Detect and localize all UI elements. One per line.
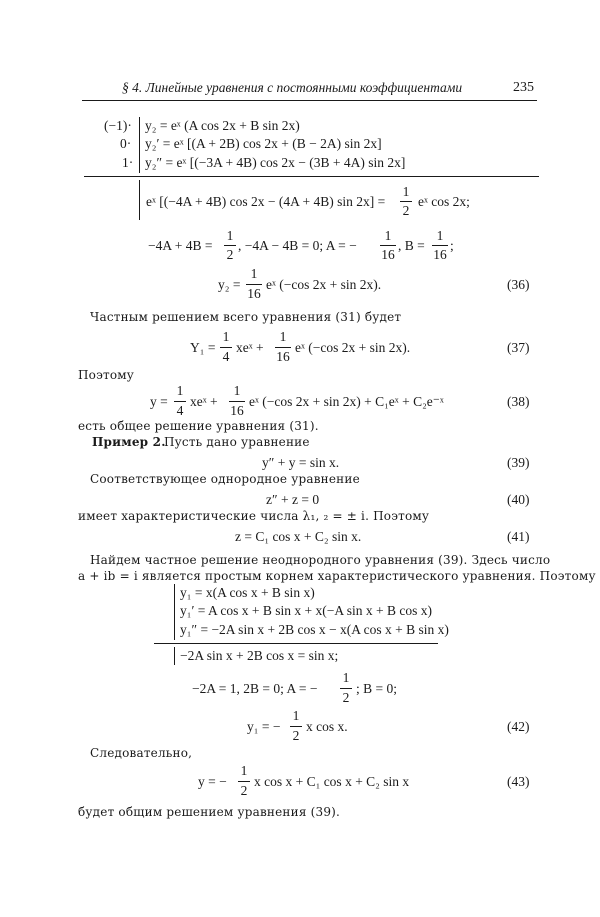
equation-line: y₂ = (218, 277, 241, 292)
equation-number: (40) (507, 492, 530, 507)
paragraph-text: Частным решением всего уравнения (31) будет (90, 310, 402, 324)
equation-line: ; (450, 238, 454, 253)
paragraph-text: имеет характеристические числа λ₁, ₂ = ± i. Поэтому (78, 509, 430, 523)
equation-line: −2A = 1, 2B = 0; A = − (192, 681, 318, 696)
fraction-numerator: 1 (240, 763, 248, 778)
paragraph-text: будет общим решением уравнения (39). (78, 805, 341, 819)
header-rule (82, 100, 537, 101)
fraction-numerator: 1 (233, 383, 241, 398)
fraction-numerator: 1 (250, 266, 258, 281)
equation-line: y₁ = − (247, 719, 281, 734)
fraction-numerator: 1 (402, 184, 410, 199)
equation-line: x cos x. (306, 719, 348, 734)
equation-line: y₂ = eˣ (A cos 2x + B sin 2x) (145, 118, 300, 133)
equation-line: −4A + 4B = (148, 238, 213, 253)
equation-line: y₂″ = eˣ [(−3A + 4B) cos 2x − (3B + 4A) sin 2x] (145, 155, 406, 170)
fraction-bar (220, 347, 232, 348)
fraction-bar (174, 401, 186, 402)
equation-line: eˣ (−cos 2x + sin 2x). (266, 277, 382, 292)
running-header: § 4. Линейные уравнения с постоянными коэффициентами (122, 80, 463, 95)
sum-bracket (139, 180, 140, 220)
system-bracket (174, 584, 175, 640)
equation-number: (43) (507, 774, 530, 789)
fraction-numerator: 1 (222, 329, 230, 344)
example-label: Пример 2. (92, 435, 166, 449)
sum-rule (154, 643, 438, 644)
equation-line: y₁′ = A cos x + B sin x + x(−A sin x + B cos x) (180, 603, 432, 618)
equation-line: eˣ [(−4A + 4B) cos 2x − (4A + 4B) sin 2x] = (146, 194, 386, 209)
fraction-denominator: 2 (342, 690, 350, 705)
paragraph-text: a + ib = i является простым корнем характеристического уравнения. Поэтому (78, 569, 596, 583)
equation-line: y₂′ = eˣ [(A + 2B) cos 2x + (B − 2A) sin 2x] (145, 136, 382, 151)
multiplier: 1· (122, 155, 134, 170)
equation-line: eˣ (−cos 2x + sin 2x). (295, 340, 411, 355)
multiplier: (−1)· (104, 118, 132, 133)
fraction-numerator: 1 (342, 670, 350, 685)
system-bracket (139, 117, 140, 173)
equation-line: eˣ (−cos 2x + sin 2x) + C₁eˣ + C₂e⁻ˣ (249, 394, 444, 409)
sum-bracket (174, 647, 175, 665)
equation-line: y = − (198, 774, 227, 789)
fraction-bar (224, 245, 236, 246)
fraction-bar (380, 245, 396, 246)
equation-line: , B = (398, 238, 425, 253)
paragraph-text: Следовательно, (90, 746, 193, 760)
fraction-bar (290, 726, 302, 727)
paragraph-text: есть общее решение уравнения (31). (78, 419, 319, 433)
fraction-numerator: 1 (176, 383, 184, 398)
fraction-denominator: 4 (222, 349, 230, 364)
fraction-bar (400, 201, 412, 202)
equation-line: xeˣ + (236, 340, 264, 355)
fraction-numerator: 1 (279, 329, 287, 344)
fraction-bar (432, 245, 448, 246)
fraction-bar (229, 401, 245, 402)
equation-number: (38) (507, 394, 530, 409)
fraction-bar (246, 284, 262, 285)
fraction-bar (238, 781, 250, 782)
fraction-numerator: 1 (226, 228, 234, 243)
equation-line: y₁″ = −2A sin x + 2B cos x − x(A cos x + B sin x) (180, 622, 449, 637)
fraction-denominator: 16 (433, 247, 447, 262)
fraction-bar (275, 347, 291, 348)
equation-number: (37) (507, 340, 530, 355)
equation-line: y₁ = x(A cos x + B sin x) (180, 585, 315, 600)
equation-line: eˣ cos 2x; (418, 194, 470, 209)
fraction-denominator: 16 (247, 286, 261, 301)
equation-line: xeˣ + (190, 394, 218, 409)
sum-rule (84, 176, 539, 177)
fraction-bar (340, 688, 352, 689)
equation-line: ; B = 0; (356, 681, 397, 696)
fraction-numerator: 1 (436, 228, 444, 243)
paragraph-text: Пусть дано уравнение (164, 435, 310, 449)
equation-number: (39) (507, 455, 530, 470)
paragraph-text: Соответствующее однородное уравнение (90, 472, 360, 486)
equation-number: (41) (507, 529, 530, 544)
fraction-numerator: 1 (292, 708, 300, 723)
fraction-denominator: 16 (276, 349, 290, 364)
equation-line: y = (150, 394, 168, 409)
fraction-denominator: 2 (292, 728, 300, 743)
equation-number: (42) (507, 719, 530, 734)
equation-line: z = C₁ cos x + C₂ sin x. (235, 529, 362, 544)
paragraph-text: Найдем частное решение неоднородного уравнения (39). Здесь число (90, 553, 551, 567)
paragraph-text: Поэтому (78, 368, 135, 382)
equation-line: x cos x + C₁ cos x + C₂ sin x (254, 774, 410, 789)
fraction-denominator: 16 (230, 403, 244, 418)
equation-line: Y₁ = (190, 340, 216, 355)
equation-line: , −4A − 4B = 0; A = − (238, 238, 357, 253)
page-number: 235 (513, 80, 534, 95)
fraction-denominator: 2 (240, 783, 248, 798)
fraction-denominator: 2 (402, 203, 410, 218)
fraction-numerator: 1 (384, 228, 392, 243)
fraction-denominator: 4 (176, 403, 184, 418)
fraction-denominator: 2 (226, 247, 234, 262)
multiplier: 0· (120, 136, 132, 151)
equation-line: z″ + z = 0 (266, 492, 320, 507)
fraction-denominator: 16 (381, 247, 395, 262)
equation-line: y″ + y = sin x. (262, 455, 340, 470)
equation-line: −2A sin x + 2B cos x = sin x; (180, 648, 339, 663)
equation-number: (36) (507, 277, 530, 292)
